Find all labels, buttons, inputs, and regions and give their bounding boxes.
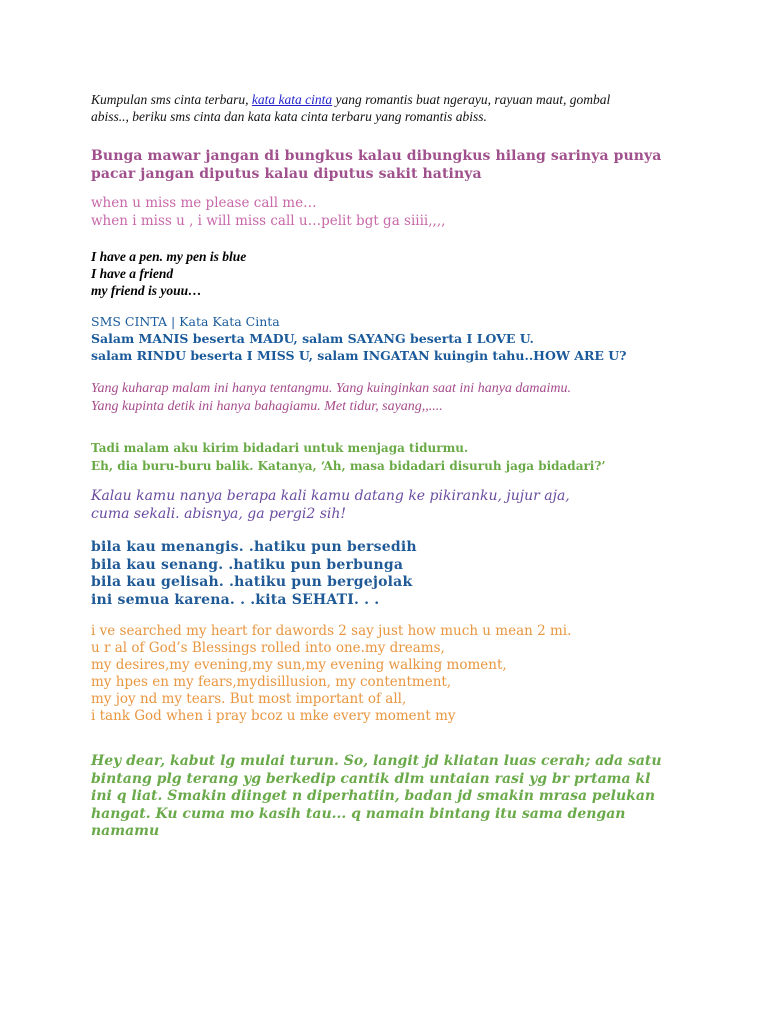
verse-bintang xyxy=(91,753,711,841)
verse-line: Bunga mawar jangan di bungkus kalau dibungkus hilang sarinya punya xyxy=(91,148,662,164)
verse-pen xyxy=(91,248,711,299)
verse-line: bintang plg terang yg berkedip cantik dlm untaian rasi yg br prtama kl xyxy=(91,770,651,787)
verse-line: Kalau kamu nanya berapa kali kamu datang ke pikiranku, jujur aja, xyxy=(91,488,570,504)
verse-line: my friend is youu… xyxy=(91,283,202,298)
verse-line: bila kau gelisah. .hatiku pun bergejolak xyxy=(91,574,413,590)
verse-line: I have a friend xyxy=(91,266,174,281)
intro-text-before-link: Kumpulan sms cinta terbaru, xyxy=(91,92,252,107)
intro-text-after-link: yang romantis buat ngerayu, rayuan maut, gombal xyxy=(332,92,611,107)
document-page xyxy=(91,91,711,841)
verse-miss-call xyxy=(91,195,711,230)
verse-line: i ve searched my heart for dawords 2 say just how much u mean 2 mi. xyxy=(91,623,572,639)
verse-line: my joy nd my tears. But most important of all, xyxy=(91,691,407,707)
verse-sehati xyxy=(91,539,711,609)
verse-line: hangat. Ku cuma mo kasih tau... q namain bintang itu sama dengan xyxy=(91,805,626,822)
verse-line: salam RINDU beserta I MISS U, salam INGATAN kuingin tahu..HOW ARE U? xyxy=(91,348,627,363)
verse-line: my desires,my evening,my sun,my evening walking moment, xyxy=(91,657,507,673)
verse-sms-cinta xyxy=(91,313,711,364)
verse-line: Tadi malam aku kirim bidadari untuk menjaga tidurmu. xyxy=(91,441,469,455)
intro-line-2: abiss.., beriku sms cinta dan kata kata cinta terbaru yang romantis abiss. xyxy=(91,109,487,124)
verse-line: when u miss me please call me… xyxy=(91,195,317,211)
verse-heading: SMS CINTA | Kata Kata Cinta xyxy=(91,314,280,329)
verse-line: namamu xyxy=(91,823,160,839)
verse-line: ini q liat. Smakin diinget n diperhatiin, badan jd smakin mrasa pelukan xyxy=(91,788,656,804)
verse-kuharap xyxy=(91,380,711,415)
verse-line: Eh, dia buru-buru balik. Katanya, ‘Ah, masa bidadari disuruh jaga bidadari?’ xyxy=(91,459,606,473)
verse-line: Yang kuharap malam ini hanya tentangmu. Yang kuinginkan saat ini hanya damaimu. xyxy=(91,381,572,396)
verse-line: Salam MANIS beserta MADU, salam SAYANG beserta I LOVE U. xyxy=(91,331,534,346)
verse-line: I have a pen. my pen is blue xyxy=(91,249,247,264)
verse-line: u r al of God’s Blessings rolled into one.my dreams, xyxy=(91,640,445,656)
verse-line: ini semua karena. . .kita SEHATI. . . xyxy=(91,591,380,608)
verse-bidadari xyxy=(91,439,711,475)
verse-bunga-mawar xyxy=(91,147,711,183)
verse-line: bila kau senang. .hatiku pun berbunga xyxy=(91,556,404,573)
verse-line: i tank God when i pray bcoz u mke every moment my xyxy=(91,708,456,724)
verse-line: Yang kupinta detik ini hanya bahagiamu. Met tidur, sayang,,.... xyxy=(91,398,443,414)
verse-line: pacar jangan diputus kalau diputus sakit hatinya xyxy=(91,166,482,182)
verse-line: my hpes en my fears,mydisillusion, my contentment, xyxy=(91,674,452,690)
verse-line: when i miss u , i will miss call u…pelit bgt ga siiii,,,, xyxy=(91,212,446,229)
intro-line-1 xyxy=(91,91,711,108)
verse-line: bila kau menangis. .hatiku pun bersedih xyxy=(91,539,417,555)
verse-searched-heart xyxy=(91,623,711,725)
verse-line: cuma sekali. abisnya, ga pergi2 sih! xyxy=(91,506,347,522)
verse-line: Hey dear, kabut lg mulai turun. So, langit jd kliatan luas cerah; ada satu xyxy=(91,753,662,769)
intro-paragraph xyxy=(91,91,711,125)
kata-kata-cinta-link[interactable]: kata kata cinta xyxy=(251,92,333,107)
verse-pikiranku xyxy=(91,487,711,523)
